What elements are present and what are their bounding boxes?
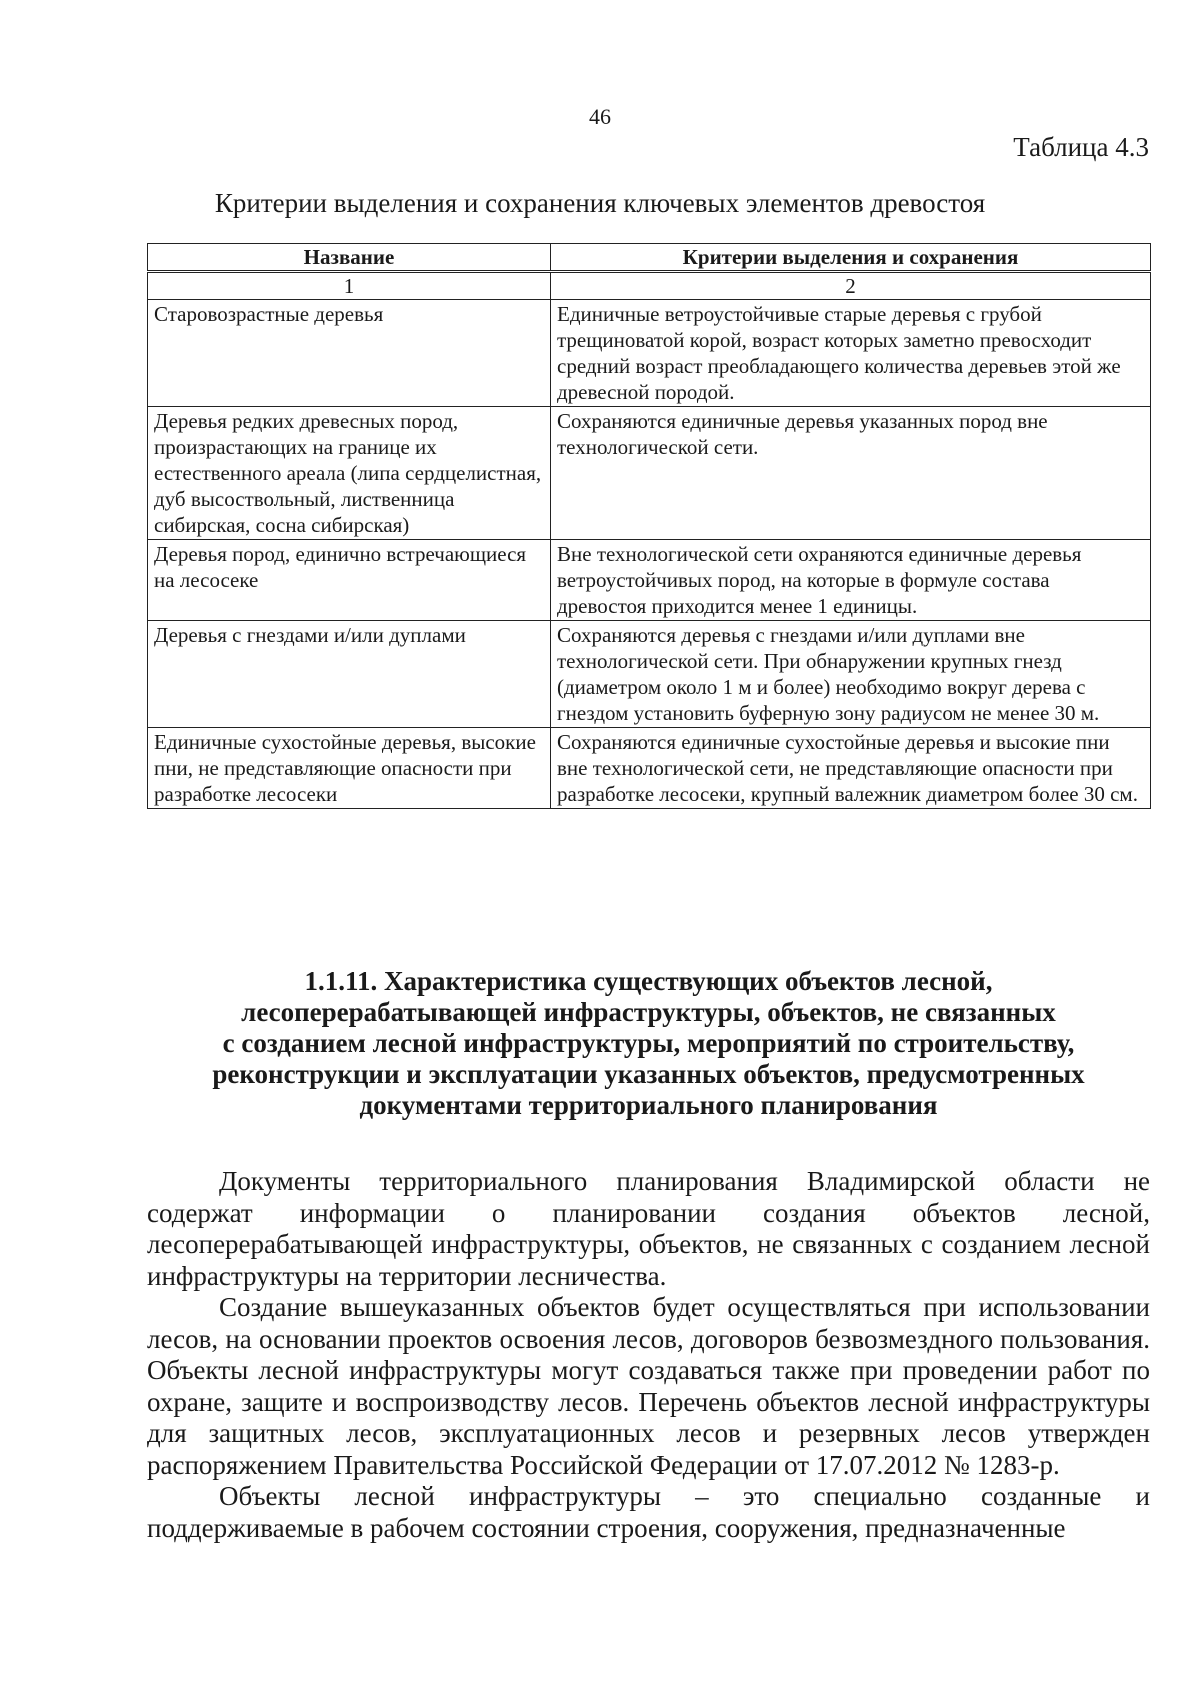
section-heading-line: реконструкции и эксплуатации указанных объектов, предусмотренных (212, 1059, 1085, 1089)
paragraph: Создание вышеуказанных объектов будет осуществляться при использовании лесов, на основании проектов освоения лесов, договоров безвозмездного пользования. Объекты лесной инфраструктуры могут создаваться также при проведении работ по охране, защите и воспроизводству лесов. Перечень объектов лесной инфраструктуры для защитных лесов, эксплуатационных лесов и резервных лесов утвержден распоряжением Правительства Российской Федерации от 17.07.2012 № 1283-р. (147, 1292, 1150, 1480)
table-title: Критерии выделения и сохранения ключевых элементов древостоя (214, 188, 986, 218)
table-row (148, 540, 1151, 621)
column-header-name: Название (148, 244, 551, 272)
section-heading-line: с созданием лесной инфраструктуры, мероприятий по строительству, (222, 1028, 1075, 1058)
row-criteria-cell: Сохраняются единичные деревья указанных пород вне технологической сети. (551, 407, 1151, 540)
table-row (148, 728, 1151, 809)
column-header-criteria: Критерии выделения и сохранения (551, 244, 1151, 272)
row-criteria-cell: Вне технологической сети охраняются единичные деревья ветроустойчивых пород, на которые в формуле состава древостоя приходится менее 1 единицы. (551, 540, 1151, 621)
section-heading-line: 1.1.11. Характеристика существующих объектов лесной, (304, 966, 993, 996)
body-text (147, 1166, 1150, 1544)
table-row (148, 407, 1151, 540)
page-number: 46 (589, 104, 611, 129)
row-criteria-cell: Сохраняются единичные сухостойные деревья и высокие пни вне технологической сети, не представляющие опасности при разработке лесосеки, крупный валежник диаметром более 30 см. (551, 728, 1151, 809)
section-heading (147, 966, 1150, 1121)
row-name-cell: Единичные сухостойные деревья, высокие пни, не представляющие опасности при разработке лесосеки (148, 728, 551, 809)
column-number-2: 2 (551, 272, 1151, 300)
row-criteria-cell: Единичные ветроустойчивые старые деревья с грубой трещиноватой корой, возраст которых заметно превосходит средний возраст преобладающего количества деревьев этой же древесной породой. (551, 300, 1151, 407)
row-name-cell: Деревья пород, единично встречающиеся на лесосеке (148, 540, 551, 621)
table-row (148, 621, 1151, 728)
row-name-cell: Старовозрастные деревья (148, 300, 551, 407)
table-row (148, 300, 1151, 407)
section-heading-line: лесоперерабатывающей инфраструктуры, объектов, не связанных (241, 997, 1056, 1027)
section-heading-line: документами территориального планирования (359, 1090, 938, 1120)
row-name-cell: Деревья с гнездами и/или дуплами (148, 621, 551, 728)
column-number-row (148, 272, 1151, 300)
row-criteria-cell: Сохраняются деревья с гнездами и/или дуплами вне технологической сети. При обнаружении крупных гнезд (диаметром около 1 м и более) необходимо вокруг дерева с гнездом установить буферную зону радиусом не менее 30 м. (551, 621, 1151, 728)
paragraph: Объекты лесной инфраструктуры – это специально созданные и поддерживаемые в рабочем состоянии строения, сооружения, предназначенные (147, 1481, 1150, 1543)
criteria-table (147, 243, 1151, 809)
column-number-1: 1 (148, 272, 551, 300)
table-header-row (148, 244, 1151, 272)
row-name-cell: Деревья редких древесных пород, произрастающих на границе их естественного ареала (липа сердцелистная, дуб высоствольный, лиственница сибирская, сосна сибирская) (148, 407, 551, 540)
table-label: Таблица 4.3 (1013, 132, 1149, 162)
paragraph: Документы территориального планирования Владимирской области не содержат информации о планировании создания объектов лесной, лесоперерабатывающей инфраструктуры, объектов, не связанных с созданием лесной инфраструктуры на территории лесничества. (147, 1166, 1150, 1291)
